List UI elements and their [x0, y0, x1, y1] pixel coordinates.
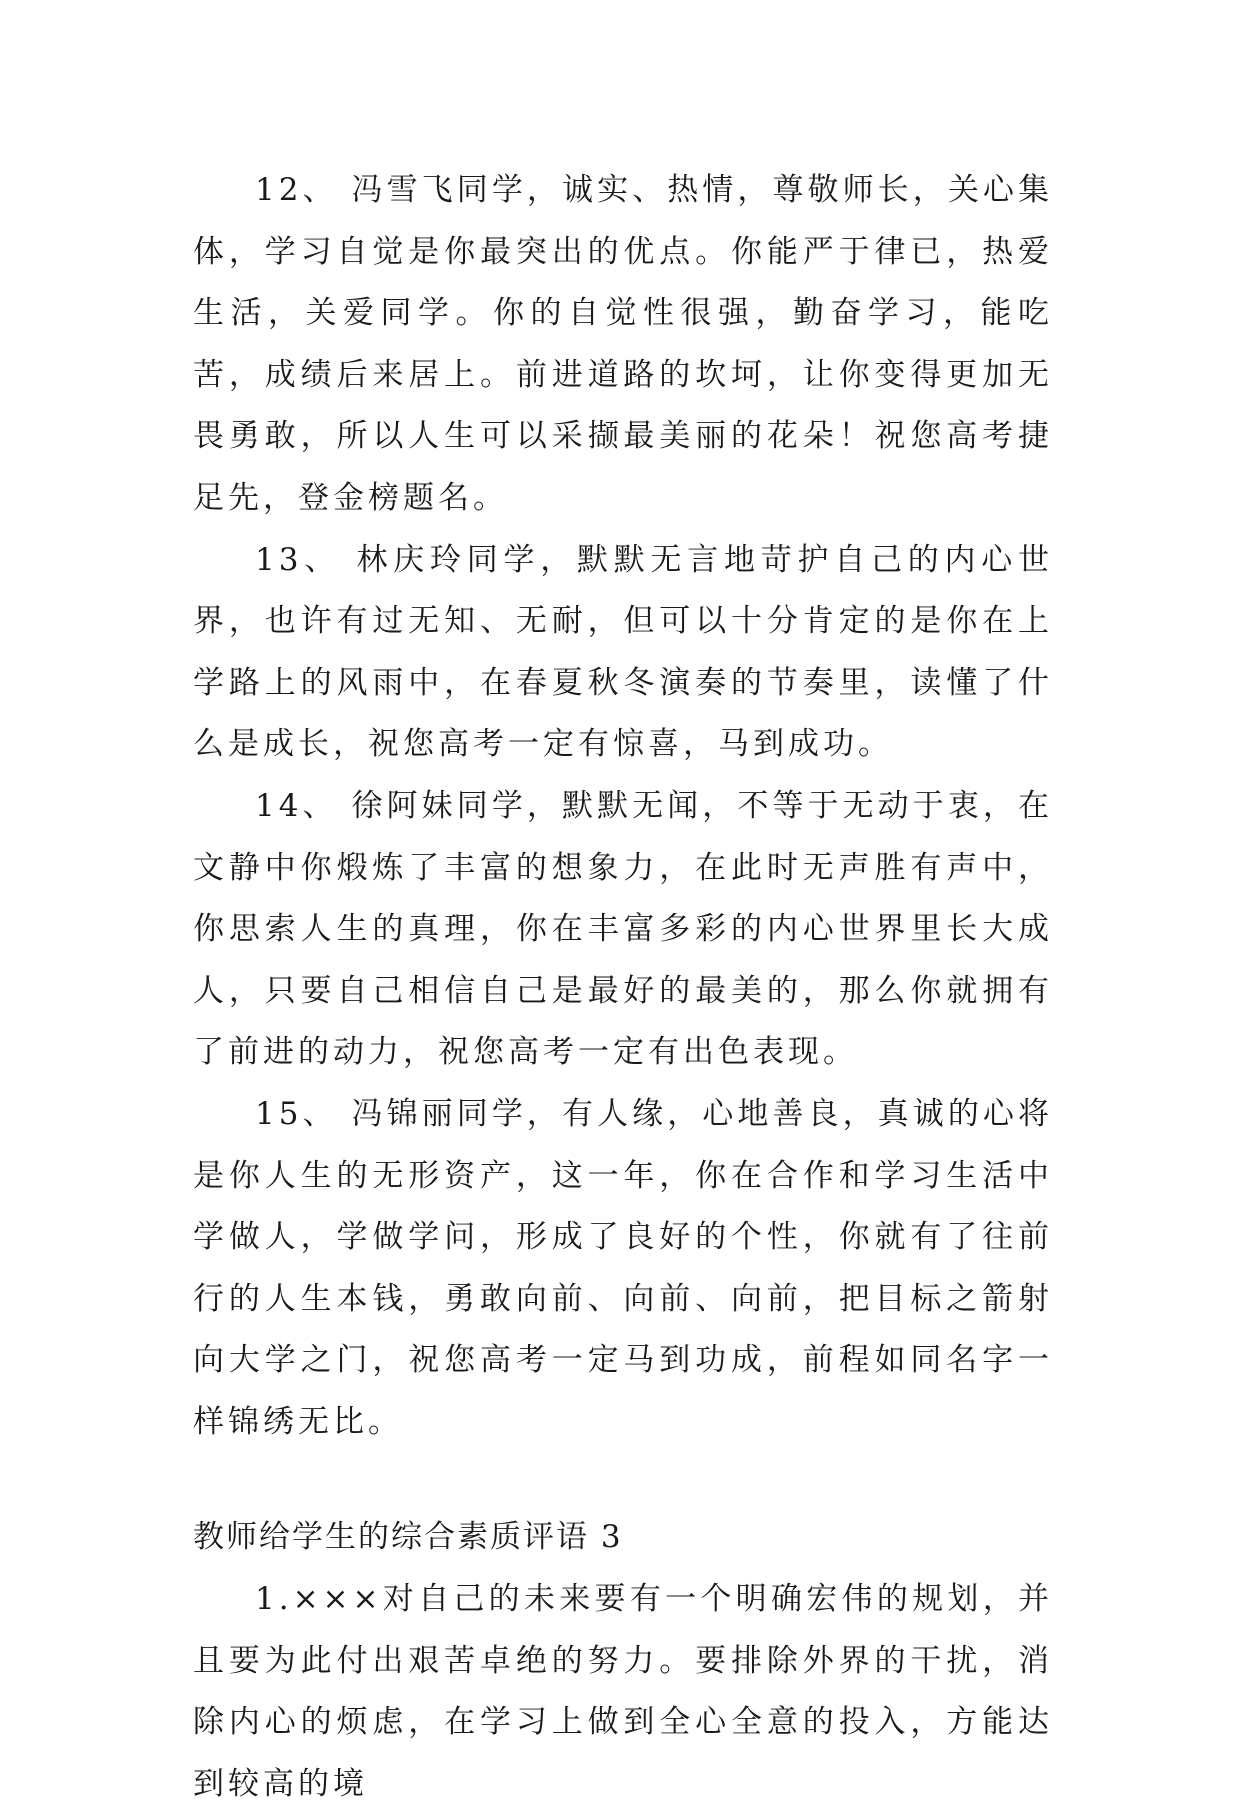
- comment-paragraph-13: 13、 林庆玲同学，默默无言地苛护自己的内心世界，也许有过无知、无耐，但可以十分肯定的是你在上学路上的风雨中，在春夏秋冬演奏的节奏里，读懂了什么是成长，祝您高考一定有惊喜，马到成功。: [193, 541, 1053, 763]
- section-paragraph-1: 1.×××对自己的未来要有一个明确宏伟的规划，并且要为此付出艰苦卓绝的努力。要排除外界的干扰，消除内心的烦虑，在学习上做到全心全意的投入，方能达到较高的境: [193, 1581, 1053, 1802]
- comment-paragraph-14: 14、 徐阿妹同学，默默无闻，不等于无动于衷，在文静中你煅炼了丰富的想象力，在此时无声胜有声中，你思索人生的真理，你在丰富多彩的内心世界里长大成人，只要自己相信自己是最好的最美的，那么你就拥有了前进的动力，祝您高考一定有出色表现。: [193, 787, 1053, 1071]
- comment-paragraph-15: 15、 冯锦丽同学，有人缘，心地善良，真诚的心将是你人生的无形资产，这一年，你在合作和学习生活中学做人，学做学问，形成了良好的个性，你就有了往前行的人生本钱，勇敢向前、向前、向前，把目标之箭射向大学之门，祝您高考一定马到功成，前程如同名字一样锦绣无比。: [193, 1095, 1053, 1440]
- comment-paragraph-12: 12、 冯雪飞同学，诚实、热情，尊敬师长，关心集体，学习自觉是你最突出的优点。你能严于律已，热爱生活，关爱同学。你的自觉性很强，勤奋学习，能吃苦，成绩后来居上。前进道路的坎坷，让你变得更加无畏勇敢，所以人生可以采撷最美丽的花朵！祝您高考捷足先，登金榜题名。: [193, 172, 1053, 516]
- section-heading: 教师给学生的综合素质评语 3: [193, 1519, 623, 1556]
- document-page: [193, 160, 1053, 1815]
